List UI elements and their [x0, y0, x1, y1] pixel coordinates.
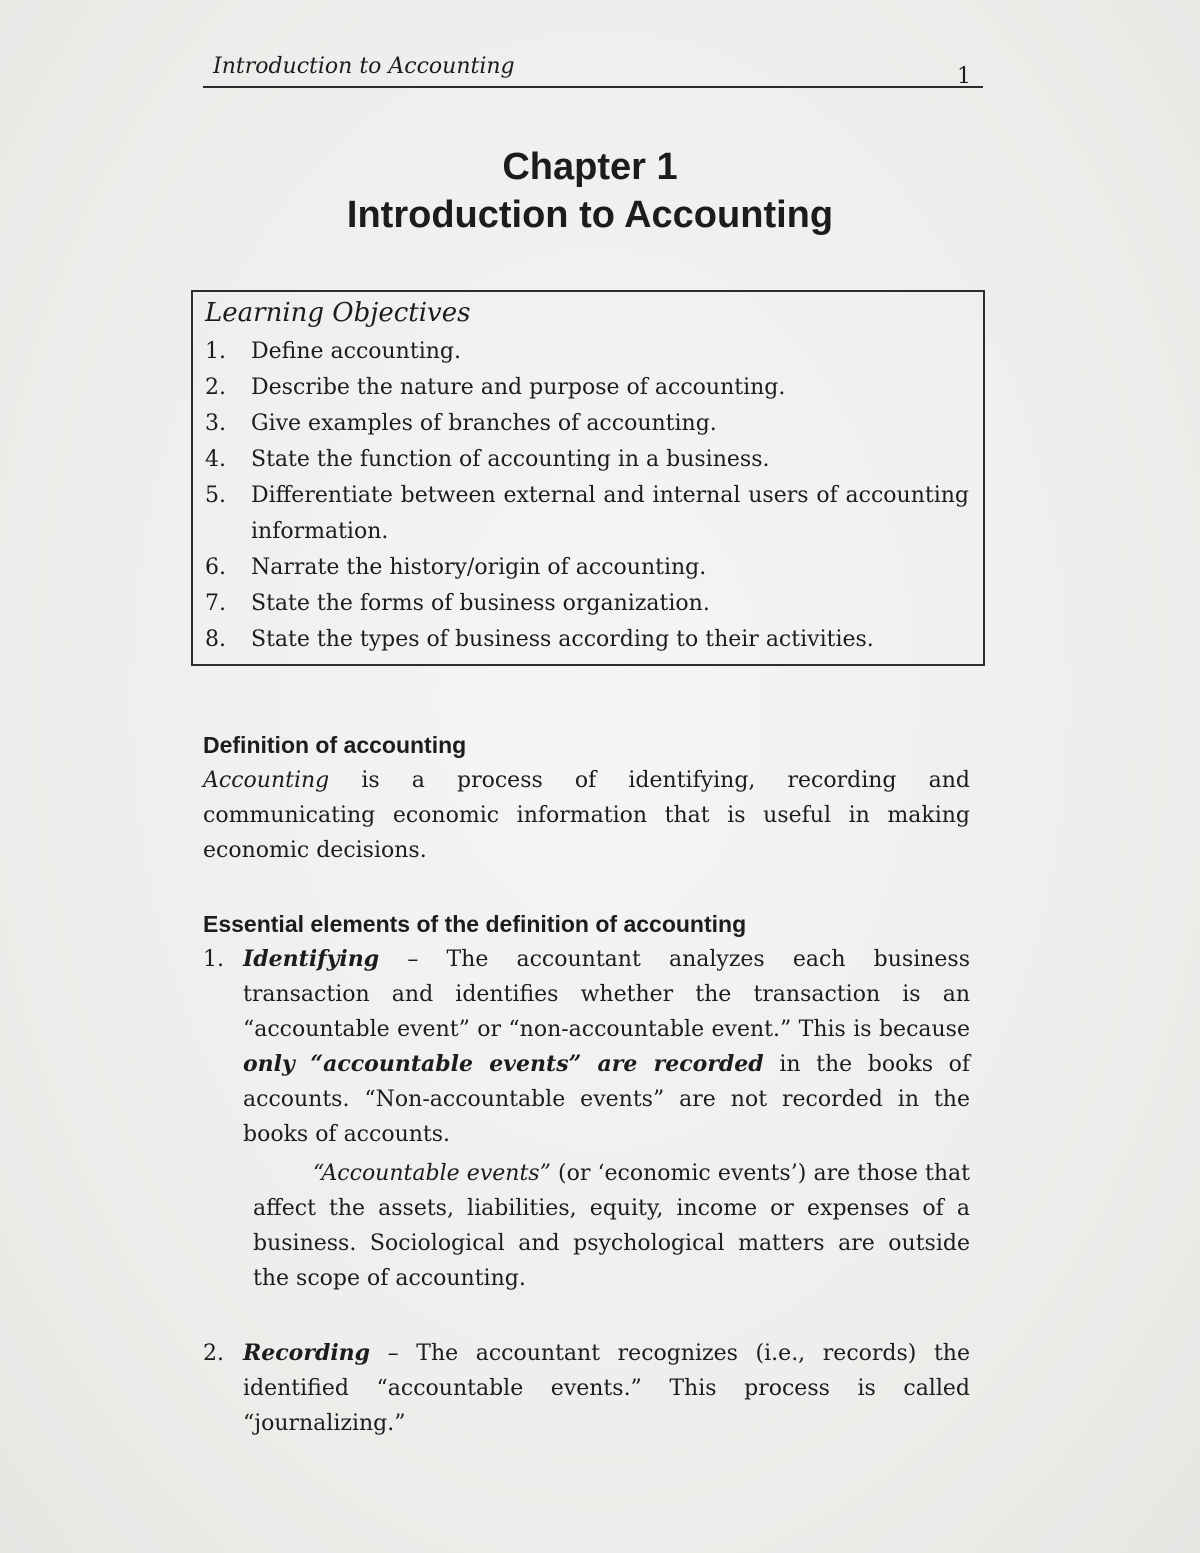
essential-elements-heading: Essential elements of the definition of accounting — [203, 911, 747, 937]
objective-number: 8. — [205, 627, 226, 652]
element-number: 2. — [203, 1341, 224, 1366]
element-text: – The accountant recognizes (i.e., records) the identified “accountable events.” This process is called “journalizing.” — [243, 1341, 970, 1436]
objective-item — [205, 334, 969, 370]
objective-number: 2. — [205, 375, 226, 400]
accountable-events-text: (or ‘economic events’) are those that affect the assets, liabilities, equity, income or expenses of a business. Sociological and psychological matters are outside the scope of accounting. — [253, 1161, 970, 1291]
objective-item — [205, 550, 969, 586]
objective-text: Give examples of branches of accounting. — [251, 411, 717, 436]
essential-elements-section — [203, 908, 970, 1441]
accountable-events-term: “Accountable events” — [313, 1161, 551, 1186]
objective-text: State the forms of business organization. — [251, 591, 710, 616]
element-term: Recording — [243, 1340, 371, 1366]
definition-heading: Definition of accounting — [203, 732, 467, 758]
learning-objectives-list — [205, 334, 969, 658]
element-paragraph — [243, 942, 970, 1152]
definition-text: is a process of identifying, recording and communicating economic information that is useful in making economic decisions. — [203, 768, 970, 863]
chapter-title: Introduction to Accounting — [346, 194, 834, 236]
chapter-number: Chapter 1 — [502, 146, 678, 188]
objective-item — [205, 406, 969, 442]
objective-number: 5. — [205, 483, 226, 508]
objective-text: Define accounting. — [251, 339, 461, 364]
objective-item — [205, 442, 969, 478]
objective-text: Narrate the history/origin of accounting. — [251, 555, 707, 580]
element-number: 1. — [203, 947, 224, 972]
objective-text: Describe the nature and purpose of accounting. — [251, 375, 786, 400]
objective-text: Differentiate between external and internal users of accounting information. — [251, 483, 969, 544]
learning-objectives-box — [191, 290, 985, 666]
objective-text: State the types of business according to their activities. — [251, 627, 874, 652]
objective-number: 7. — [205, 591, 226, 616]
definition-term: Accounting — [203, 768, 330, 793]
element-item-identifying — [203, 942, 970, 1296]
objective-number: 6. — [205, 555, 226, 580]
objective-item — [205, 478, 969, 550]
chapter-heading — [0, 144, 1180, 240]
accountable-events-paragraph — [253, 1156, 970, 1296]
running-title: Introduction to Accounting — [213, 54, 515, 79]
objective-number: 1. — [205, 339, 226, 364]
element-paragraph — [243, 1336, 970, 1441]
running-header — [203, 52, 983, 88]
definition-paragraph — [203, 763, 970, 868]
learning-objectives-title: Learning Objectives — [205, 298, 471, 328]
objective-item — [205, 622, 969, 658]
element-emphasis-events: “accountable events” are recorded — [310, 1051, 764, 1077]
objective-text: State the function of accounting in a business. — [251, 447, 770, 472]
element-term: Identifying — [243, 946, 380, 972]
page-number: 1 — [957, 64, 971, 89]
element-text: – The accountant analyzes each business transaction and identifies whether the transaction is an “accountable event” or “non-accountable event.” This is because — [243, 947, 970, 1042]
objective-number: 3. — [205, 411, 226, 436]
element-emphasis-only: only — [243, 1051, 295, 1077]
definition-section — [203, 729, 970, 868]
objective-item — [205, 370, 969, 406]
essential-elements-list — [203, 942, 970, 1441]
objective-number: 4. — [205, 447, 226, 472]
element-item-recording — [203, 1336, 970, 1441]
element-text-continued: in the books of accounts. “Non-accountable events” are not recorded in the books of accounts. — [243, 1052, 971, 1147]
objective-item — [205, 586, 969, 622]
